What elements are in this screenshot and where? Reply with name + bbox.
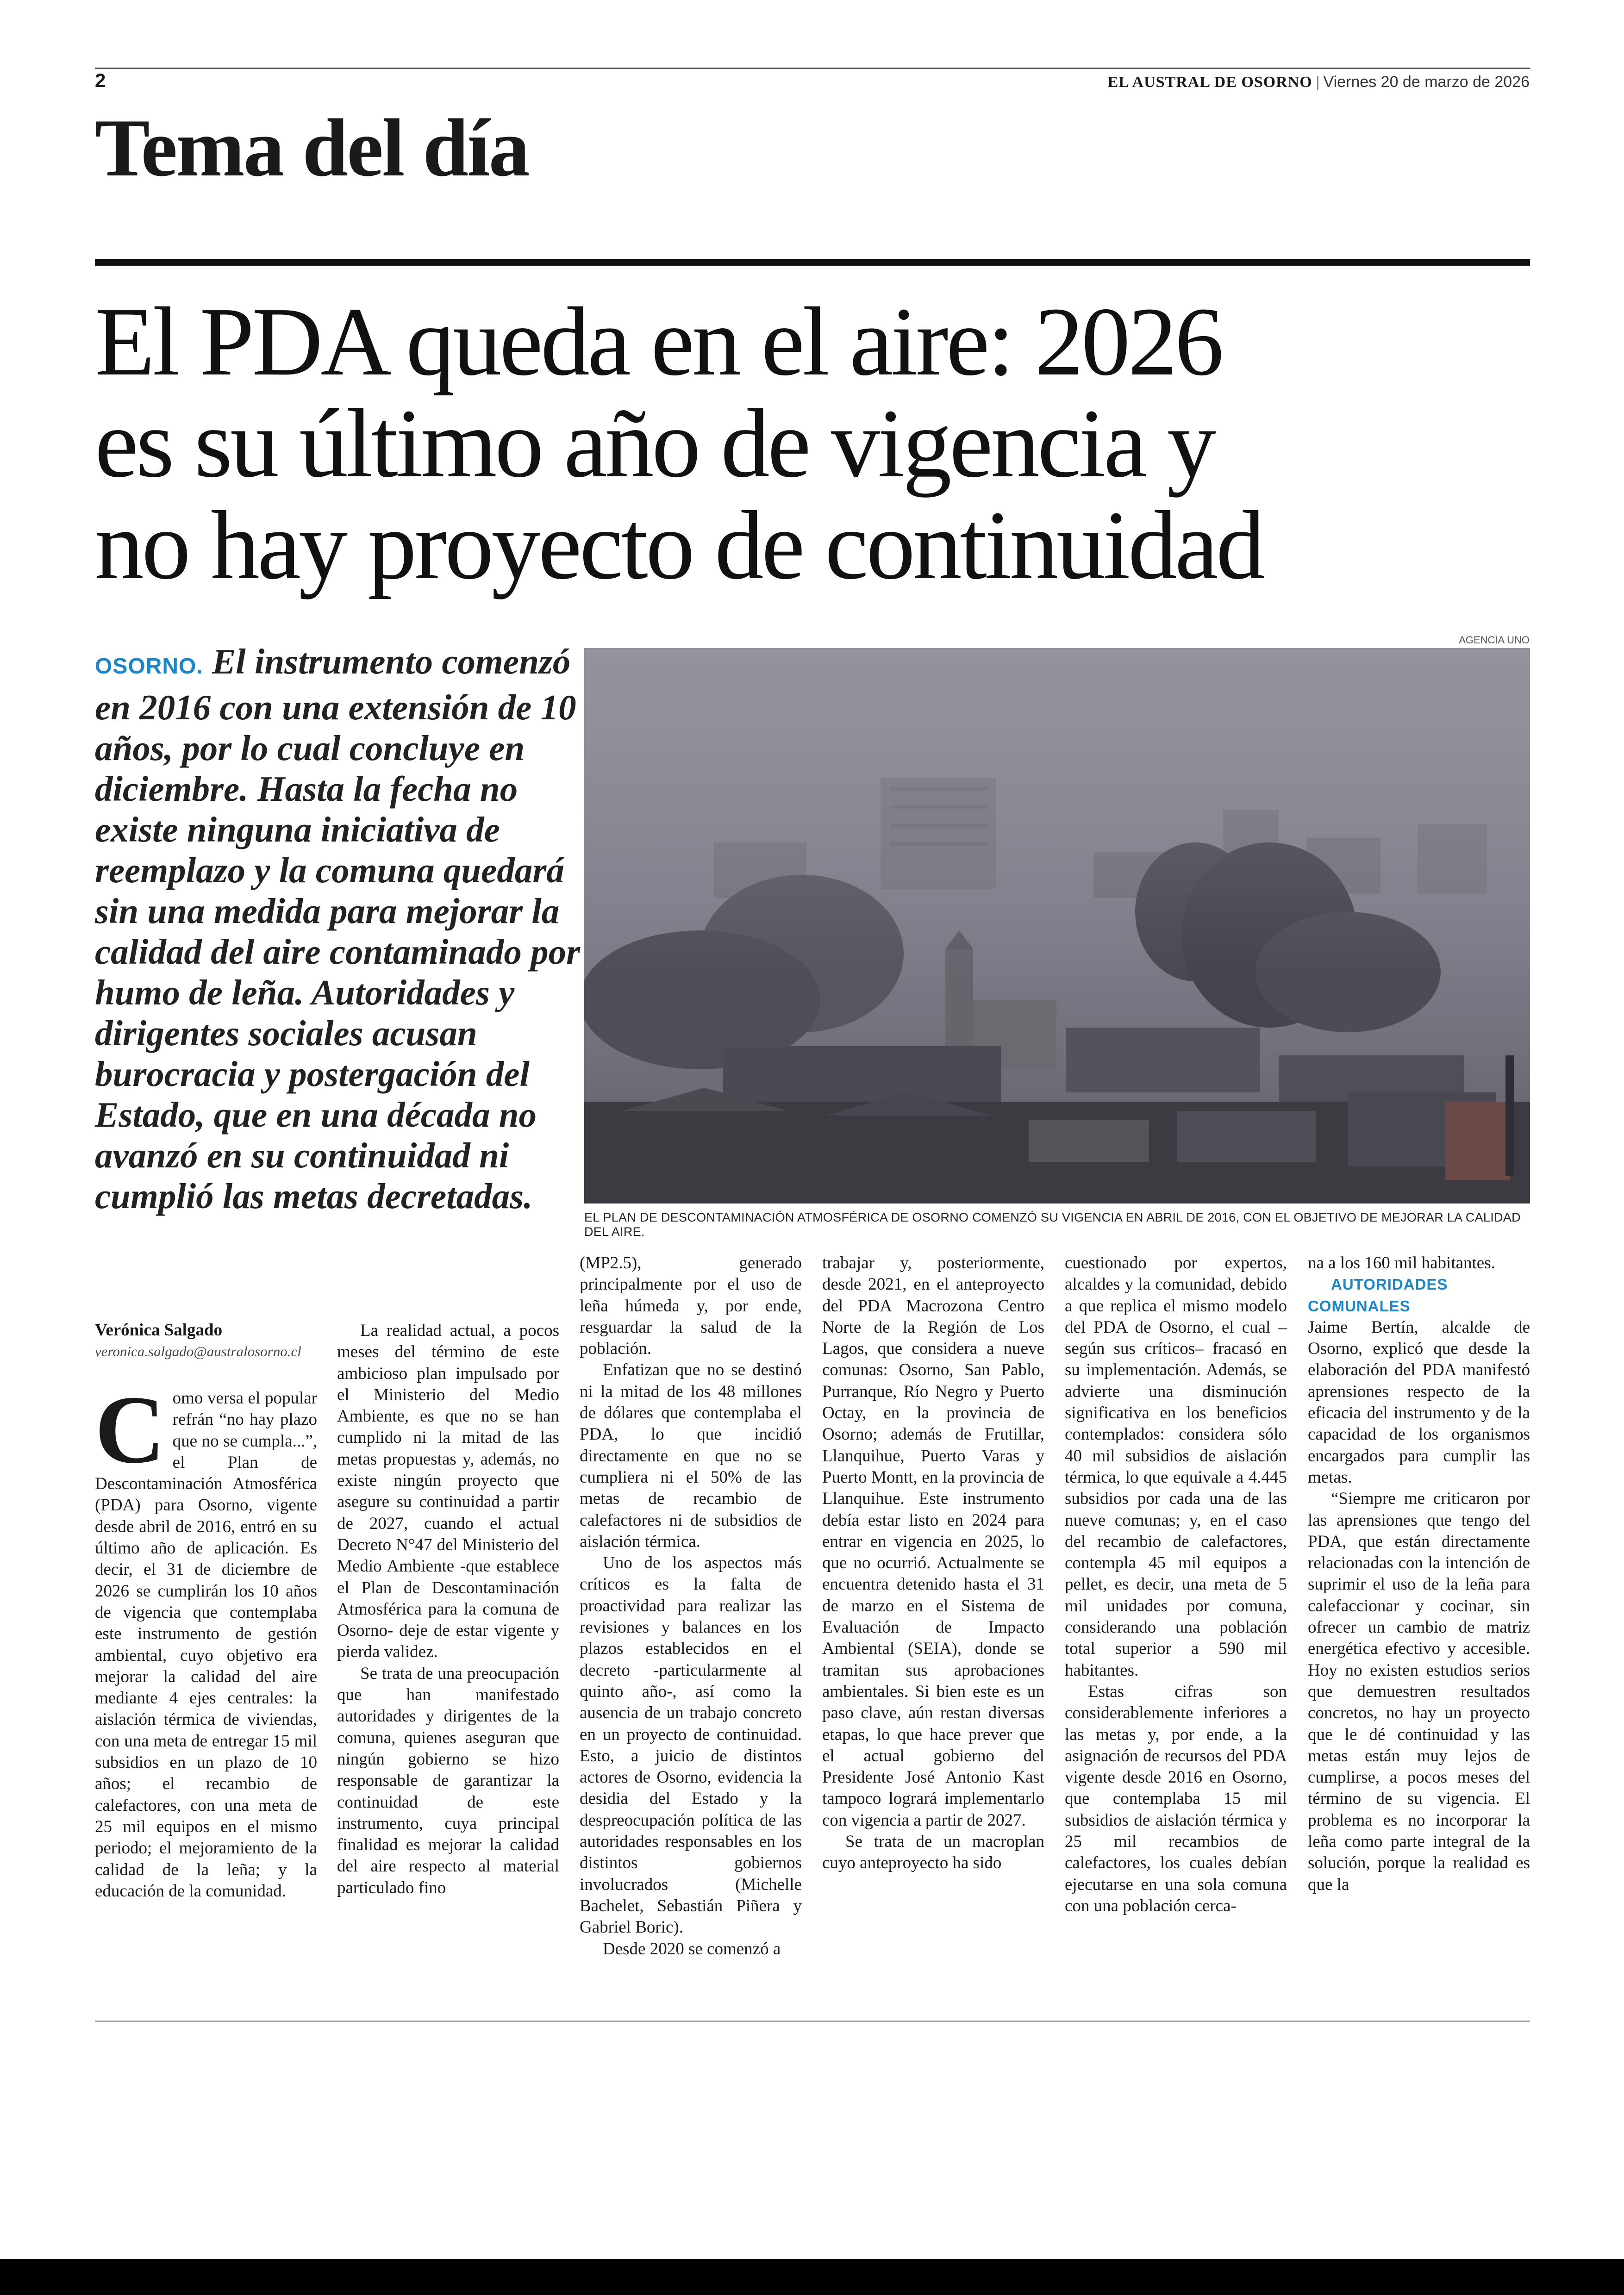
body-column-3 (580, 1253, 802, 1960)
paragraph: Uno de los aspectos más críticos es la falta de proactividad para realizar las revisiones y balances en los plazos establecidos en el decreto -particularmente al quinto año-, así como la ausencia de un trabajo concreto en un proyecto de continuidad. Esto, a juicio de distintos actores de Osorno, evidencia la desidia del Estado y la despreocupación política de las autoridades responsables en los distintos gobiernos involucrados (Michelle Bachelet, Sebastián Piñera y Gabriel Boric). (580, 1553, 802, 1937)
body-column-6 (1308, 1253, 1530, 1896)
dek-place: OSORNO. (95, 654, 203, 679)
headline-line-3: no hay proyecto de continuidad (95, 491, 1263, 599)
page-number: 2 (95, 69, 106, 91)
paragraph: Jaime Bertín, alcalde de Osorno, explicó que desde la elaboración del PDA manifestó aprensiones respecto de la eficacia del instrumento y de la capacidad de los organismos encargados para cumplir las metas. (1308, 1317, 1530, 1487)
top-rule (95, 68, 1530, 69)
paragraph: (MP2.5), generado principalmente por el uso de leña húmeda y, por ende, resguardar la salud de la población. (580, 1254, 802, 1359)
paragraph: omo versa el popular refrán “no hay plazo que no se cumpla...”, el Plan de Descontaminación Atmosférica (PDA) para Osorno, vigente desde abril de 2016, entró en su último año de aplicación. Es decir, el 31 de diciembre de 2026 se cumplirán los 10 años de vigencia que contemplaba este instrumento de gestión ambiental, cuyo objetivo era mejorar la calidad del aire mediante 4 ejes centrales: la aislación térmica de viviendas, con una meta de entregar 15 mil subsidios en un plazo de 10 años; el recambio de calefactores, con una meta de 25 mil equipos en el mismo periodo; el mejoramiento de la calidad de la leña; y la educación de la comunidad. (95, 1389, 317, 1901)
city-smog-photo (584, 648, 1530, 1204)
publication-name: EL AUSTRAL DE OSORNO (1107, 74, 1312, 91)
bottom-rule (95, 2021, 1530, 2022)
masthead-separator: | (1312, 74, 1324, 91)
body-column-1 (95, 1376, 317, 1902)
paragraph: Se trata de un macroplan cuyo anteproyecto ha sido (822, 1832, 1044, 1873)
author-name: Verónica Salgado (95, 1321, 223, 1340)
paragraph: Estas cifras son considerablemente inferiores a las metas y, por ende, a la asignación de recursos del PDA vigente desde 2016 en Osorno, que contemplaba 15 mil subsidios de aislación térmica y 25 mil recambios de calefactores, los cuales debían ejecutarse en una sola comuna con una población cerca- (1065, 1682, 1287, 1915)
dek (95, 641, 581, 1216)
section-rule (95, 259, 1530, 266)
photo-credit: AGENCIA UNO (1459, 634, 1530, 646)
section-title: Tema del día (95, 102, 529, 193)
footer-bar (0, 2259, 1624, 2295)
headline-line-2: es su último año de vigencia y (95, 389, 1214, 498)
body-column-4 (822, 1253, 1044, 1874)
paragraph: Se trata de una preocupación que han manifestado autoridades y dirigentes de la comuna, quienes aseguran que ningún gobierno se hizo responsable de garantizar la continuidad de este instrumento, cuya principal finalidad es mejorar la calidad del aire respecto al material particulado fino (337, 1664, 559, 1897)
photo-caption: EL PLAN DE DESCONTAMINACIÓN ATMOSFÉRICA DE OSORNO COMENZÓ SU VIGENCIA EN ABRIL DE 2016, CON EL OBJETIVO DE MEJORAR LA CALIDAD DEL AIRE. (584, 1210, 1521, 1239)
headline (95, 287, 1530, 599)
subhead-autoridades: AUTORIDADES COMUNALES (1308, 1276, 1448, 1315)
drop-cap: C (95, 1376, 165, 1484)
paragraph: “Siempre me criticaron por las aprensiones que tengo del PDA, que están directamente relacionadas con la intención de suprimir el uso de la leña para calefaccionar y cocinar, sin ofrecer un cambio de matriz energética efectivo y accesible. Hoy no existen estudios serios que demuestren resultados concretos, no hay un proyecto que le dé continuidad y las metas están muy lejos de cumplirse, a pocos meses del término de su vigencia. El problema es no incorporar la leña como parte integral de la solución, porque la realidad es que la (1308, 1489, 1530, 1894)
body-column-2 (337, 1320, 559, 1899)
paragraph: na a los 160 mil habitantes. (1308, 1254, 1495, 1272)
dek-text: El instrumento comenzó en 2016 con una extensión de 10 años, por lo cual concluye en diciembre. Hasta la fecha no existe ninguna iniciativa de reemplazo y la comuna quedará sin una medida para mejorar la calidad del aire contaminado por humo de leña. Autoridades y dirigentes sociales acusan burocracia y postergación del Estado, que en una década no avanzó en su continuidad ni cumplió las metas decretadas. (95, 642, 581, 1216)
body-column-5 (1065, 1253, 1287, 1917)
headline-line-1: El PDA queda en el aire: 2026 (95, 287, 1222, 396)
paragraph: Desde 2020 se comenzó a (603, 1939, 781, 1958)
paragraph: trabajar y, posteriormente, desde 2021, en el anteproyecto del PDA Macrozona Centro Norte de la Región de Los Lagos, que considera a nueve comunas: Osorno, San Pablo, Purranque, Río Negro y Puerto Octay, en la provincia de Osorno; además de Frutillar, Llanquihue, Puerto Varas y Puerto Montt, en la provincia de Llanquihue. Este instrumento debía estar listo en 2024 para entrar en vigencia en 2025, lo que no ocurrió. Actualmente se encuentra detenido hasta el 31 de marzo en el Sistema de Evaluación de Impacto Ambiental (SEIA), donde se tramitan sus aprobaciones ambientales. Si bien este es un paso clave, aún restan diversas etapas, lo que hace prever que el actual gobierno del Presidente José Antonio Kast tampoco logrará implementarlo con vigencia a partir de 2027. (822, 1254, 1044, 1830)
paragraph: cuestionado por expertos, alcaldes y la comunidad, debido a que replica el mismo modelo del PDA de Osorno, el cual –según sus críticos– fracasó en su implementación. Además, se advierte una disminución significativa en los beneficios contemplados: considera sólo 40 mil subsidios de aislación térmica, lo que equivale a 4.445 subsidios por cada una de las nueve comunas; y, en el caso del recambio de calefactores, contempla 45 mil equipos a pellet, es decir, una meta de 5 mil unidades por comuna, considerando una población total superior a 590 mil habitantes. (1065, 1254, 1287, 1680)
issue-date: Viernes 20 de marzo de 2026 (1323, 73, 1530, 91)
paragraph: La realidad actual, a pocos meses del término de este ambicioso plan impulsado por el Ministerio del Medio Ambiente, es que no se han cumplido ni la mitad de las metas propuestas y, además, no existe ningún proyecto que asegure su continuidad a partir de 2027, cuando el actual Decreto N°47 del Ministerio del Medio Ambiente -que establece el Plan de Descontaminación Atmosférica para la comuna de Osorno- deje de estar vigente y pierda validez. (337, 1321, 559, 1662)
paragraph: Enfatizan que no se destinó ni la mitad de los 48 millones de dólares que contemplaba el PDA, lo que incidió directamente en que no se cumpliera ni el 50% de las metas de recambio de calefactores ni de subsidios de aislación térmica. (580, 1360, 802, 1551)
author-email: veronica.salgado@australosorno.cl (95, 1343, 301, 1360)
masthead (1107, 73, 1530, 91)
